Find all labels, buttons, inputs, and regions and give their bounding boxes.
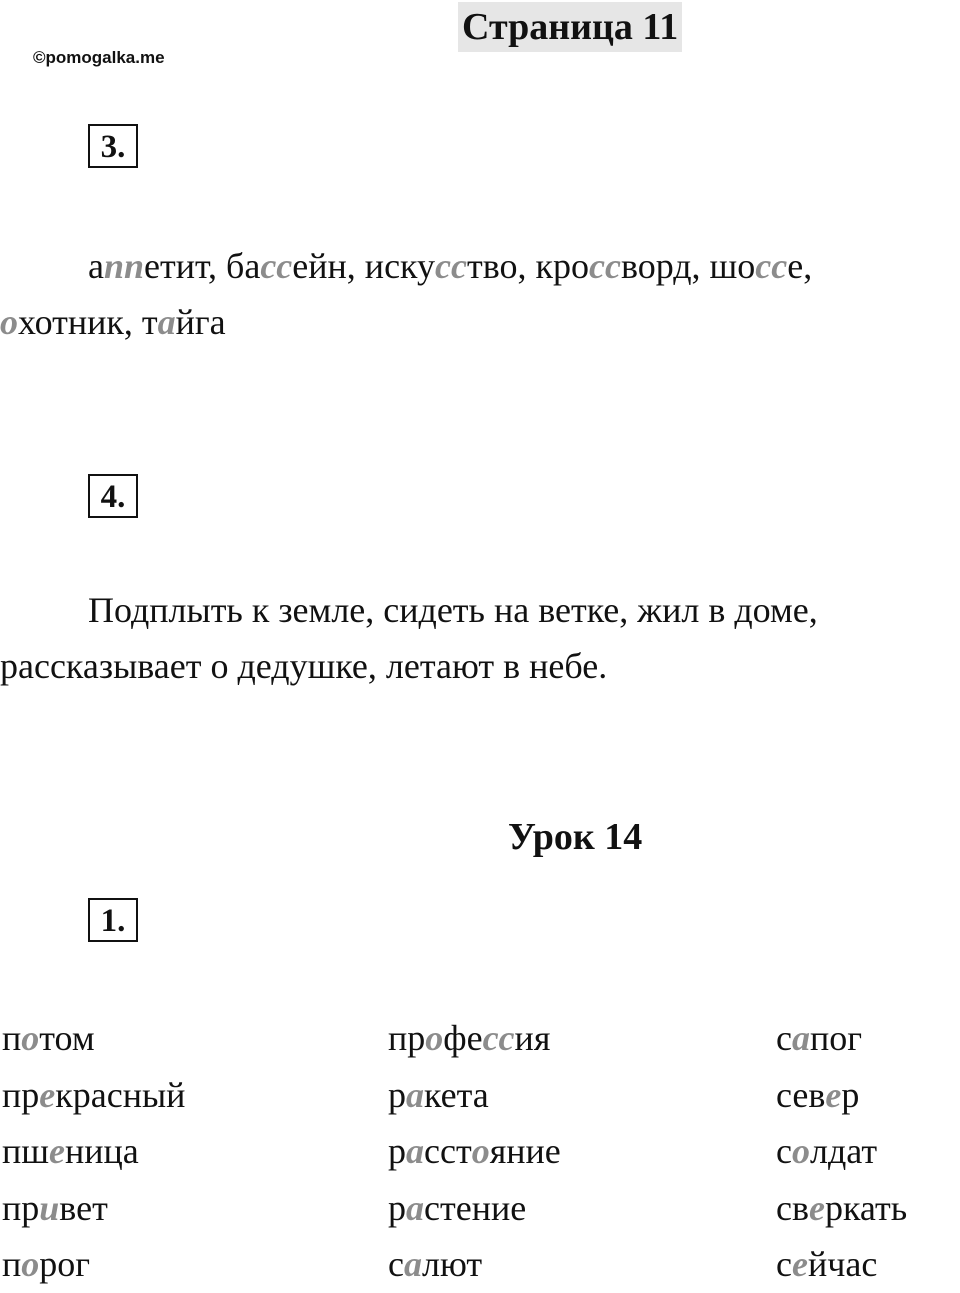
- word-item: [2, 1123, 185, 1180]
- word-text: ия: [514, 1018, 551, 1058]
- word-column-1: [2, 1010, 185, 1293]
- word-item: [776, 1236, 907, 1293]
- word-text: красный: [55, 1074, 186, 1115]
- word-text: а: [88, 246, 104, 286]
- word-item: [388, 1067, 561, 1124]
- missing-letter: о: [21, 1244, 40, 1284]
- word-text: тво, кро: [467, 246, 589, 286]
- word-text: стение: [424, 1187, 527, 1228]
- missing-letter: е: [808, 1187, 825, 1228]
- word-text: йга: [175, 302, 226, 342]
- word-text: п: [2, 1244, 22, 1284]
- word-text: ворд, шо: [620, 246, 756, 286]
- word-text: сев: [776, 1074, 826, 1115]
- missing-letter: пп: [103, 246, 145, 286]
- missing-letter: а: [406, 1074, 424, 1115]
- word-text: етит, ба: [144, 246, 261, 286]
- missing-letter: о: [21, 1018, 40, 1058]
- missing-letter: е: [39, 1074, 56, 1115]
- word-text: р: [388, 1187, 406, 1228]
- missing-letter: а: [157, 302, 176, 342]
- word-text: кета: [424, 1074, 489, 1115]
- word-item: [388, 1236, 561, 1293]
- lesson-title: Урок 14: [508, 816, 643, 858]
- word-text: с: [776, 1018, 792, 1058]
- word-text: пш: [2, 1131, 49, 1171]
- task-3-line-1: [0, 238, 960, 294]
- word-item: [776, 1067, 907, 1124]
- missing-letter: а: [406, 1131, 424, 1171]
- word-text: ейн, иску: [292, 246, 436, 286]
- missing-letter: сс: [755, 246, 788, 286]
- task-4-line-1: Подплыть к земле, сидеть на ветке, жил в доме,: [88, 590, 818, 630]
- word-item: [776, 1123, 907, 1180]
- word-item: [2, 1067, 185, 1124]
- word-item: [2, 1236, 185, 1293]
- word-text: сст: [424, 1131, 472, 1171]
- missing-letter: и: [39, 1187, 60, 1228]
- missing-letter: е: [49, 1131, 65, 1171]
- watermark: ©pomogalka.me: [33, 48, 165, 67]
- word-text: е,: [787, 246, 813, 286]
- task-4-line-2: рассказывает о дедушке, летают в небе.: [0, 646, 608, 686]
- missing-letter: а: [791, 1018, 810, 1058]
- task-3-answer: [0, 238, 960, 350]
- word-text: пр: [388, 1018, 426, 1058]
- missing-letter: сс: [588, 246, 621, 286]
- word-item: [388, 1180, 561, 1237]
- word-item: [776, 1010, 907, 1067]
- page-title: Страница 11: [458, 2, 682, 52]
- word-text: вет: [59, 1187, 108, 1228]
- missing-letter: о: [0, 302, 18, 342]
- missing-letter: сс: [435, 246, 467, 286]
- word-text: с: [388, 1244, 404, 1284]
- word-text: пр: [2, 1187, 40, 1228]
- missing-letter: сс: [482, 1018, 515, 1058]
- word-column-2: [388, 1010, 561, 1293]
- missing-letter: е: [825, 1074, 842, 1115]
- word-text: с: [776, 1244, 792, 1284]
- word-text: рог: [39, 1244, 91, 1284]
- word-item: [388, 1123, 561, 1180]
- missing-letter: е: [791, 1244, 808, 1284]
- missing-letter: о: [791, 1131, 810, 1171]
- word-item: [2, 1010, 185, 1067]
- task-3-line-2: [0, 294, 960, 350]
- word-text: п: [2, 1018, 22, 1058]
- word-column-3: [776, 1010, 907, 1293]
- word-text: лдат: [809, 1131, 878, 1171]
- missing-letter: о: [471, 1131, 490, 1171]
- word-text: том: [39, 1018, 95, 1058]
- exercise-number-1: 1.: [88, 898, 138, 942]
- task-number-4: 4.: [88, 474, 138, 518]
- word-text: пр: [2, 1074, 40, 1115]
- word-text: с: [776, 1131, 792, 1171]
- word-text: яние: [489, 1131, 561, 1171]
- word-text: пог: [809, 1018, 863, 1058]
- missing-letter: сс: [260, 246, 293, 286]
- word-item: [388, 1010, 561, 1067]
- word-item: [776, 1180, 907, 1237]
- task-4-answer: [0, 582, 960, 694]
- word-item: [2, 1180, 185, 1237]
- word-text: р: [388, 1074, 406, 1115]
- missing-letter: о: [425, 1018, 444, 1058]
- word-text: р: [841, 1074, 860, 1115]
- missing-letter: а: [406, 1187, 424, 1228]
- word-text: ница: [64, 1131, 139, 1171]
- word-text: ркать: [824, 1187, 908, 1228]
- missing-letter: а: [403, 1244, 422, 1284]
- word-text: йчас: [807, 1244, 878, 1284]
- word-text: р: [388, 1131, 406, 1171]
- word-text: фе: [443, 1018, 483, 1058]
- task-number-3: 3.: [88, 124, 138, 168]
- word-text: лют: [421, 1244, 483, 1284]
- word-text: хотник, т: [18, 302, 158, 342]
- word-text: св: [776, 1187, 809, 1228]
